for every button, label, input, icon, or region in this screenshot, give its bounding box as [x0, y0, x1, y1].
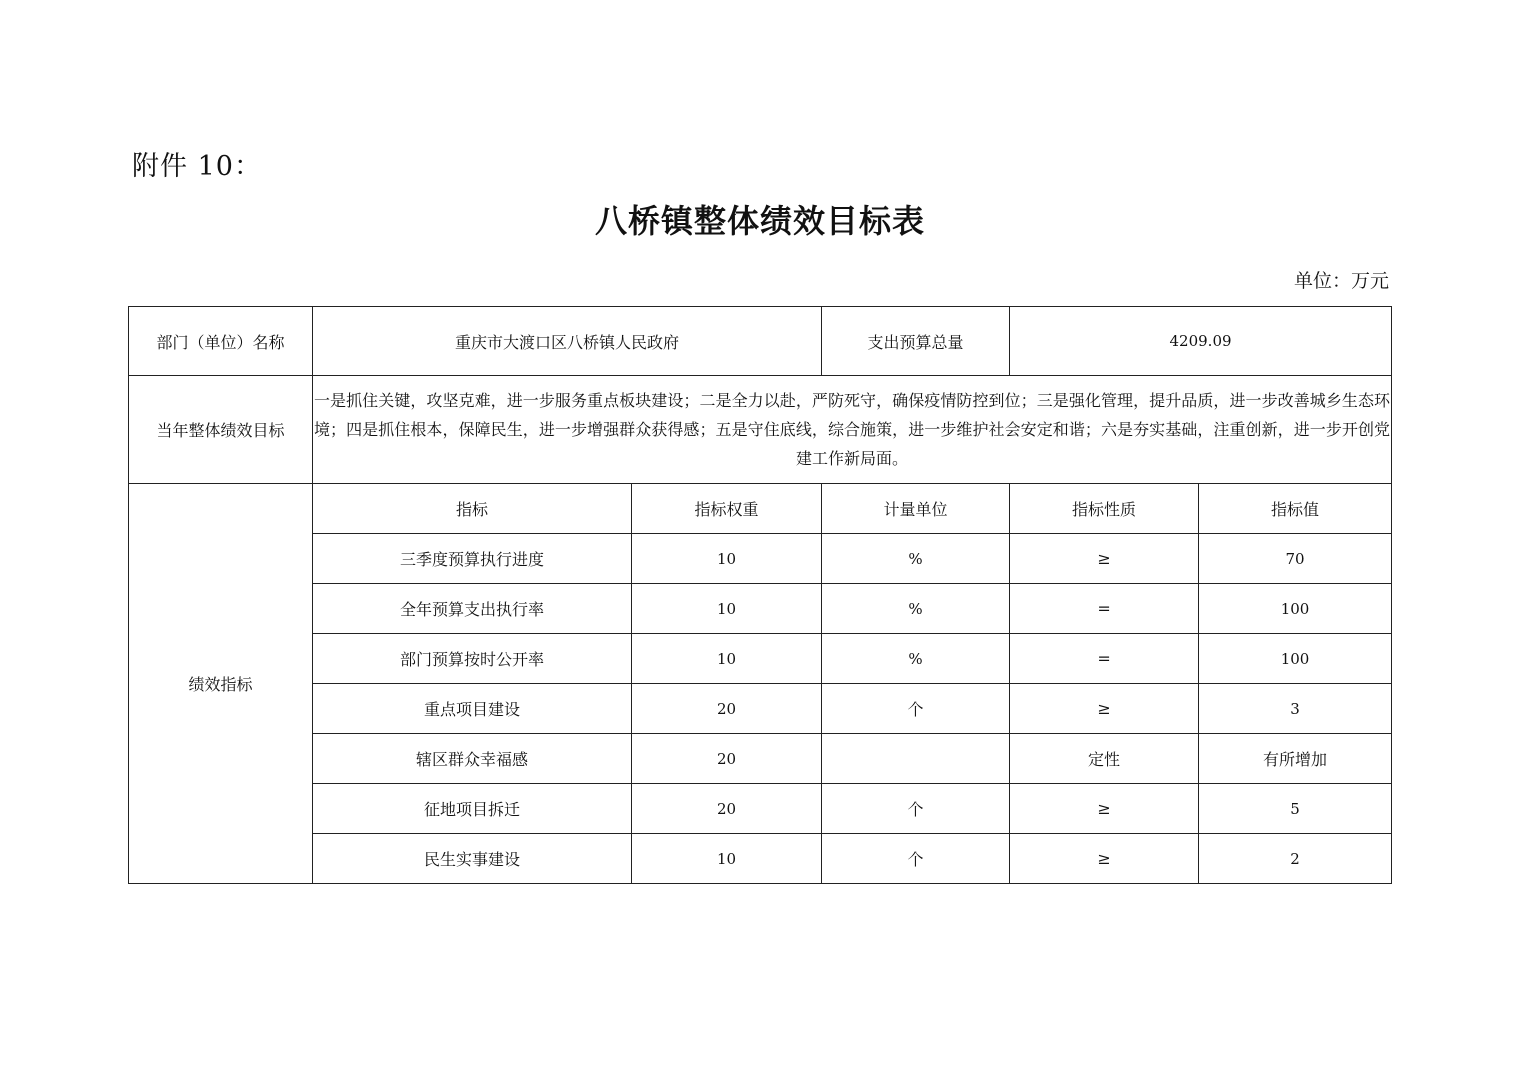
indicator-weight-cell: 20 [632, 784, 822, 834]
dept-label-cell: 部门（单位）名称 [129, 307, 313, 376]
indicator-row [129, 584, 1392, 634]
indicator-value-cell: 100 [1199, 634, 1392, 684]
column-header: 指标性质 [1010, 484, 1199, 534]
indicator-value-cell: 70 [1199, 534, 1392, 584]
indicator-nature-cell: = [1010, 634, 1199, 684]
budget-label-cell: 支出预算总量 [822, 307, 1010, 376]
indicator-unit-cell: 个 [822, 684, 1010, 734]
indicator-unit-cell: % [822, 634, 1010, 684]
indicator-value-cell: 3 [1199, 684, 1392, 734]
indicator-nature-cell: ≥ [1010, 684, 1199, 734]
column-header: 计量单位 [822, 484, 1010, 534]
indicator-row [129, 784, 1392, 834]
indicator-value-cell: 2 [1199, 834, 1392, 884]
unit-label: 单位：万元 [1293, 270, 1389, 292]
indicator-row [129, 734, 1392, 784]
dept-row [129, 307, 1392, 376]
budget-value-cell: 4209.09 [1010, 307, 1392, 376]
indicator-name-cell: 部门预算按时公开率 [313, 634, 632, 684]
indicator-value-cell: 100 [1199, 584, 1392, 634]
indicator-header-row [129, 484, 1392, 534]
indicator-nature-cell: ≥ [1010, 834, 1199, 884]
dept-value-cell: 重庆市大渡口区八桥镇人民政府 [313, 307, 822, 376]
indicator-name-cell: 辖区群众幸福感 [313, 734, 632, 784]
indicator-nature-cell: ≥ [1010, 784, 1199, 834]
indicator-name-cell: 民生实事建设 [313, 834, 632, 884]
indicator-unit-cell: 个 [822, 834, 1010, 884]
indicator-unit-cell: 个 [822, 784, 1010, 834]
indicator-weight-cell: 10 [632, 534, 822, 584]
indicator-weight-cell: 10 [632, 634, 822, 684]
goal-text-cell [313, 376, 1392, 484]
column-header: 指标值 [1199, 484, 1392, 534]
indicator-unit-cell: % [822, 534, 1010, 584]
indicator-weight-cell: 20 [632, 684, 822, 734]
goal-row [129, 376, 1392, 484]
indicator-nature-cell: ≥ [1010, 534, 1199, 584]
attachment-label: 附件 10： [132, 151, 262, 182]
indicator-row [129, 534, 1392, 584]
indicator-weight-cell: 10 [632, 834, 822, 884]
indicator-value-cell: 有所增加 [1199, 734, 1392, 784]
goal-label-cell: 当年整体绩效目标 [129, 376, 313, 484]
indicator-unit-cell: % [822, 584, 1010, 634]
indicator-nature-cell: = [1010, 584, 1199, 634]
indicator-row [129, 834, 1392, 884]
indicator-name-cell: 重点项目建设 [313, 684, 632, 734]
goal-text: 一是抓住关键，攻坚克难，进一步服务重点板块建设；二是全力以赴，严防死守，确保疫情防控到位；三是强化管理，提升品质，进一步改善城乡生态环境；四是抓住根本，保障民生，进一步增强群众获得感；五是守住底线，综合施策，进一步维护社会安定和谐；六是夯实基础，注重创新，进一步开创党建工作新局面。 [314, 391, 1391, 468]
indicator-value-cell: 5 [1199, 784, 1392, 834]
indicator-row [129, 634, 1392, 684]
performance-target-table [128, 306, 1392, 884]
indicator-section-label: 绩效指标 [129, 484, 313, 884]
indicator-name-cell: 征地项目拆迁 [313, 784, 632, 834]
indicator-name-cell: 全年预算支出执行率 [313, 584, 632, 634]
indicator-weight-cell: 20 [632, 734, 822, 784]
indicator-unit-cell [822, 734, 1010, 784]
document-title: 八桥镇整体绩效目标表 [594, 202, 925, 240]
indicator-name-cell: 三季度预算执行进度 [313, 534, 632, 584]
column-header: 指标权重 [632, 484, 822, 534]
indicator-row [129, 684, 1392, 734]
indicator-weight-cell: 10 [632, 584, 822, 634]
column-header: 指标 [313, 484, 632, 534]
indicator-nature-cell: 定性 [1010, 734, 1199, 784]
